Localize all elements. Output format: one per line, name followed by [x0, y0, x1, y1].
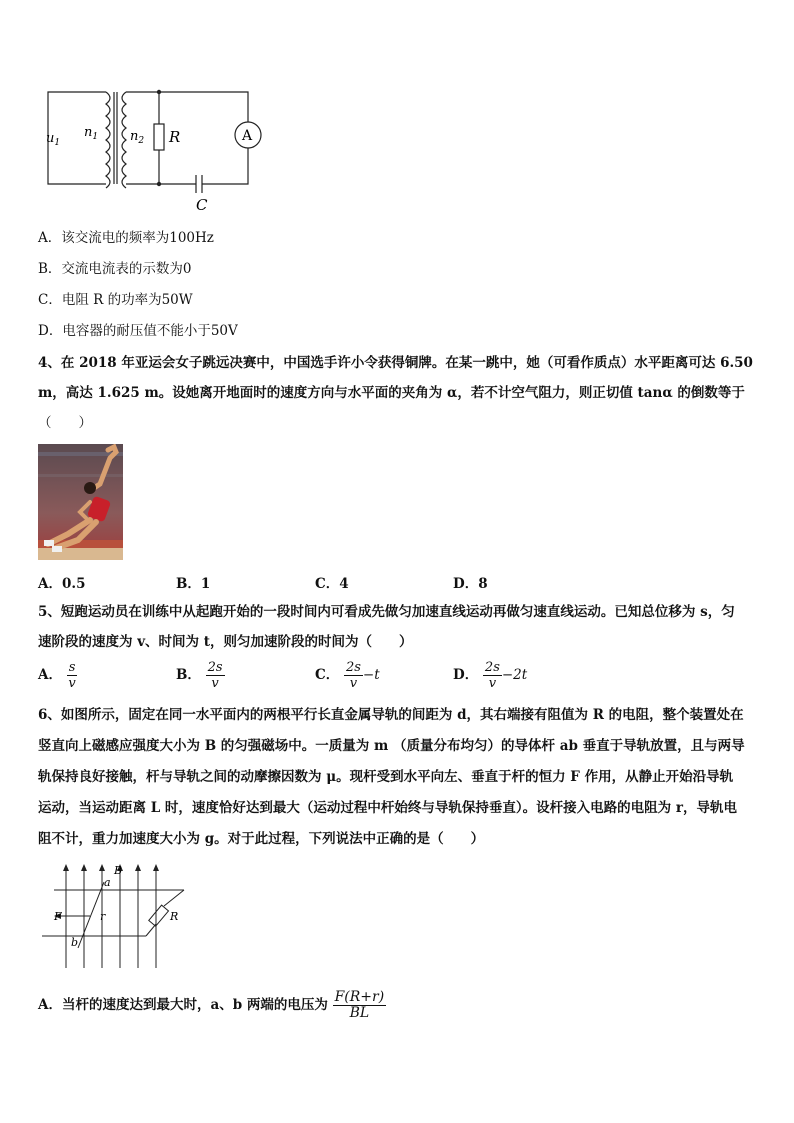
rail-magnetic-field-diagram [38, 862, 198, 972]
fraction-denominator: BL [349, 1005, 370, 1021]
rod-end-b-label: b [71, 936, 79, 949]
q4-option-c: C．4 [315, 576, 349, 592]
q5-option-a-label: A． [38, 667, 62, 683]
q3-option-b: B．交流电流表的示数为0 [38, 261, 192, 277]
fraction-numerator: 2s [207, 660, 223, 675]
transformer-circuit-diagram [38, 82, 268, 214]
q5-option-a-fraction [67, 660, 78, 691]
q5-stem-line1: 5、短跑运动员在训练中从起跑开始的一段时间内可看成先做匀加速直线运动再做匀速直线运动。已知总位移为 s，匀 [38, 604, 735, 620]
q6-stem-line3: 轨保持良好接触，杆与导轨之间的动摩擦因数为 μ。现杆受到水平向左、垂直于杆的恒力 F 作用，从静止开始沿导轨 [38, 769, 734, 785]
q4-stem-line1: 4、在 2018 年亚运会女子跳远决赛中，中国选手许小令获得铜牌。在某一跳中，她（可看作质点）水平距离可达 6.50 [38, 355, 753, 371]
q5-option-c [315, 660, 380, 691]
q6-stem-line4: 运动，当运动距离 L 时，速度恰好达到最大（运动过程中杆始终与导轨保持垂直）。设杆接入电路的电阻为 r，导轨电 [38, 800, 737, 816]
q5-option-c-tail: −t [362, 667, 380, 683]
q4-option-b: B．1 [176, 576, 211, 592]
q3-option-a: A．该交流电的频率为100Hz [38, 230, 214, 246]
fraction-denominator: v [68, 676, 76, 691]
n1-label: n [84, 125, 93, 140]
svg-text:n2 [130, 129, 144, 146]
ammeter-label: A [242, 128, 253, 144]
q5-option-b-fraction [206, 660, 225, 691]
q5-option-c-fraction [344, 660, 363, 691]
rod-end-a-label: a [104, 876, 111, 889]
fraction-numerator: 2s [345, 660, 361, 675]
rod-resistance-r-label: r [100, 910, 106, 923]
q4-stem-line3: （ ） [38, 415, 92, 431]
q6-stem-line2: 竖直向上磁感应强度大小为 B 的匀强磁场中。一质量为 m （质量分布均匀）的导体杆 ab 垂直于导轨放置，且与两导 [38, 738, 745, 754]
field-b-label: B [114, 864, 123, 877]
n1-subscript: 1 [92, 132, 99, 142]
q6-option-a-fraction [333, 990, 387, 1021]
u1-subscript: 1 [54, 138, 61, 148]
q5-option-b [176, 660, 225, 691]
q3-option-d: D．电容器的耐压值不能小于50V [38, 323, 238, 339]
capacitor-label: C [196, 196, 208, 214]
q4-option-a: A．0.5 [38, 576, 86, 592]
athlete-photo [38, 444, 123, 560]
fraction-denominator: v [488, 676, 497, 691]
q5-option-d-label: D． [453, 667, 479, 683]
q5-stem-line2: 速阶段的速度为 v、时间为 t，则匀加速阶段的时间为（ ） [38, 634, 413, 650]
n2-label: n [130, 129, 139, 144]
svg-text:u1 [46, 131, 60, 148]
force-f-label: F [54, 910, 62, 923]
q5-option-d-tail: −2t [501, 667, 528, 683]
resistor-label: R [169, 128, 181, 146]
q6-option-a [38, 990, 386, 1021]
q5-option-a [38, 660, 77, 691]
q6-stem-line1: 6、如图所示，固定在同一水平面内的两根平行长直金属导轨的间距为 d，其右端接有阻值为 R 的电阻，整个装置处在 [38, 707, 744, 723]
svg-text:n1 [84, 125, 98, 142]
q4-stem-line2: m，高达 1.625 m。设她离开地面时的速度方向与水平面的夹角为 α，若不计空气阻力，则正切值 tanα 的倒数等于 [38, 385, 745, 401]
q6-stem-line5: 阻不计，重力加速度大小为 g。对于此过程，下列说法中正确的是（ ） [38, 831, 485, 847]
u1-label: u [46, 131, 55, 146]
q3-option-c: C．电阻 R 的功率为50W [38, 292, 193, 308]
q4-option-d: D．8 [453, 576, 488, 592]
fraction-denominator: v [211, 676, 219, 691]
q5-option-b-label: B． [176, 667, 201, 683]
fraction-numerator: 2s [484, 660, 500, 675]
q5-option-c-label: C． [315, 667, 340, 683]
fraction-denominator: v [349, 676, 358, 691]
fraction-numerator: s [68, 660, 76, 675]
resistor-r-label: R [170, 910, 179, 923]
fraction-numerator: F(R+r) [334, 989, 385, 1005]
q5-option-d-fraction [483, 660, 502, 691]
q5-option-d [453, 660, 527, 691]
q6-option-a-text: A．当杆的速度达到最大时，a、b 两端的电压为 [38, 997, 328, 1013]
n2-subscript: 2 [138, 136, 145, 146]
